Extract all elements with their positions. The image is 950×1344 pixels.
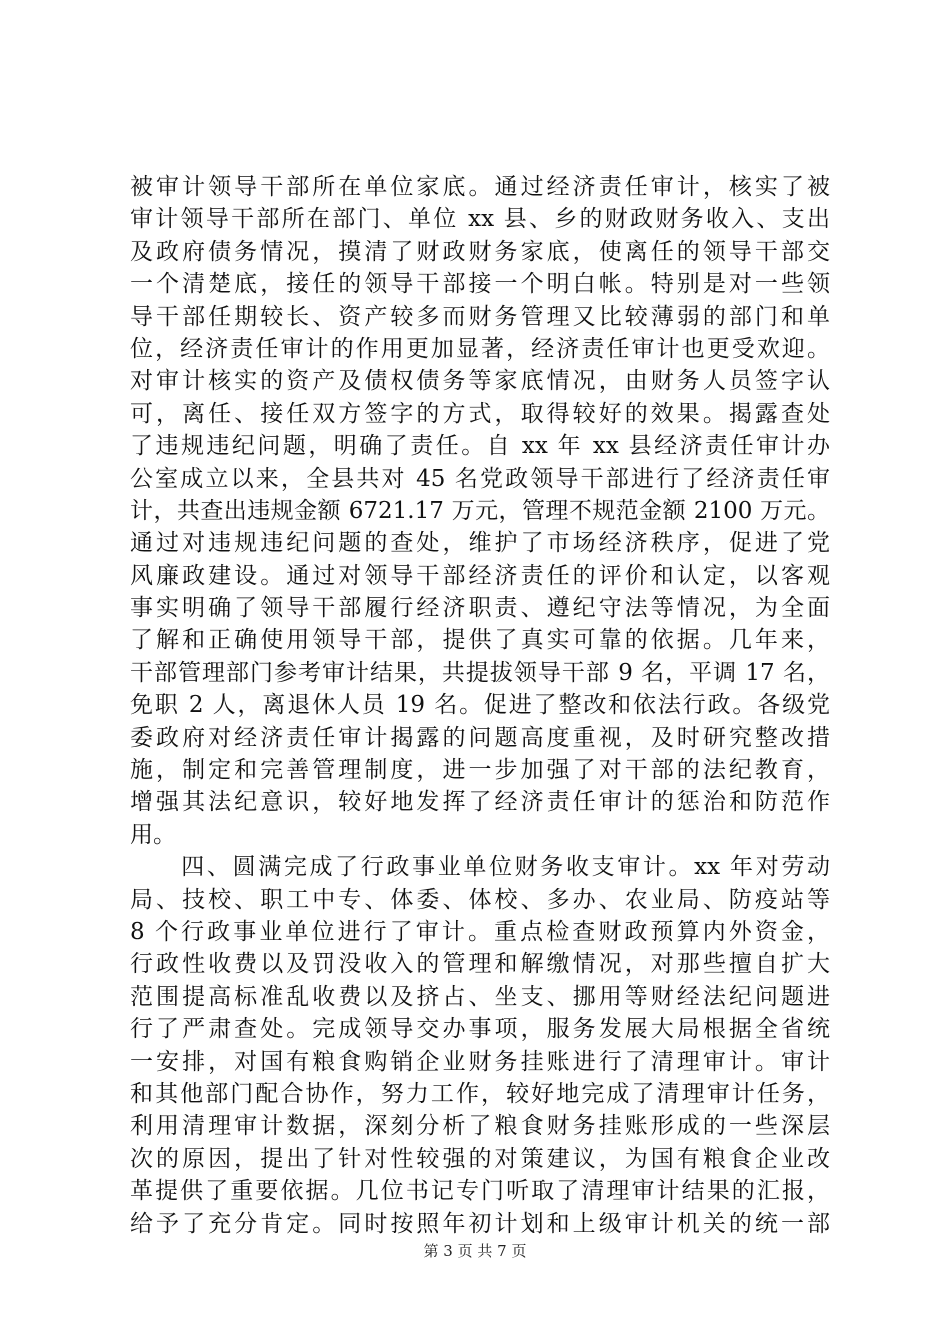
text-line: 事实明确了领导干部履行经济职责、遵纪守法等情况，为全面 (130, 595, 830, 622)
text-line: 风廉政建设。通过对领导干部经济责任的评价和认定，以客观 (130, 562, 830, 589)
text-line: 革提供了重要依据。几位书记专门听取了清理审计结果的汇报， (130, 1178, 830, 1205)
text-line: 一安排，对国有粮食购销企业财务挂账进行了清理审计。审计 (130, 1048, 830, 1075)
text-line: 局、技校、职工中专、体委、体校、多办、农业局、防疫站等 (130, 886, 830, 913)
text-line: 干部管理部门参考审计结果，共提拔领导干部 9 名，平调 17 名， (130, 659, 830, 686)
text-line: 免职 2 人，离退休人员 19 名。促进了整改和依法行政。各级党 (130, 692, 830, 719)
text-line: 范围提高标准乱收费以及挤占、坐支、挪用等财经法纪问题进 (130, 983, 830, 1010)
text-line: 可，离任、接任双方签字的方式，取得较好的效果。揭露查处 (130, 400, 830, 427)
text-line: 四、圆满完成了行政事业单位财务收支审计。xx 年对劳动 (130, 854, 830, 881)
text-line: 用。 (130, 821, 176, 848)
text-line: 了违规违纪问题，明确了责任。自 xx 年 xx 县经济责任审计办 (130, 433, 830, 460)
text-line: 利用清理审计数据，深刻分析了粮食财务挂账形成的一些深层 (130, 1113, 830, 1140)
text-line: 审计领导干部所在部门、单位 xx 县、乡的财政财务收入、支出 (130, 206, 830, 233)
text-line: 增强其法纪意识，较好地发挥了经济责任审计的惩治和防范作 (130, 789, 830, 816)
text-line: 行政性收费以及罚没收入的管理和解缴情况，对那些擅自扩大 (130, 951, 830, 978)
text-line: 导干部任期较长、资产较多而财务管理又比较薄弱的部门和单 (130, 303, 830, 330)
text-line: 8 个行政事业单位进行了审计。重点检查财政预算内外资金， (130, 918, 830, 945)
text-line: 给予了充分肯定。同时按照年初计划和上级审计机关的统一部 (130, 1210, 830, 1237)
text-line: 对审计核实的资产及债权债务等家底情况，由财务人员签字认 (130, 368, 830, 395)
page-number-footer: 第 3 页 共 7 页 (423, 1242, 527, 1260)
text-line: 公室成立以来，全县共对 45 名党政领导干部进行了经济责任审 (130, 465, 830, 492)
text-line: 委政府对经济责任审计揭露的问题高度重视，及时研究整改措 (130, 724, 830, 751)
text-line: 计，共查出违规金额 6721.17 万元，管理不规范金额 2100 万元。 (130, 497, 830, 524)
text-line: 被审计领导干部所在单位家底。通过经济责任审计，核实了被 (130, 174, 830, 200)
body-text (130, 171, 830, 1240)
text-line: 位，经济责任审计的作用更加显著，经济责任审计也更受欢迎。 (130, 335, 830, 362)
text-line: 次的原因，提出了针对性较强的对策建议，为国有粮食企业改 (130, 1145, 830, 1172)
text-line: 通过对违规违纪问题的查处，维护了市场经济秩序，促进了党 (130, 530, 830, 557)
text-line: 施，制定和完善管理制度，进一步加强了对干部的法纪教育， (130, 757, 830, 784)
text-line: 和其他部门配合协作，努力工作，较好地完成了清理审计任务， (130, 1080, 830, 1107)
text-line: 行了严肃查处。完成领导交办事项，服务发展大局根据全省统 (130, 1016, 830, 1043)
text-line: 一个清楚底，接任的领导干部接一个明白帐。特别是对一些领 (130, 271, 830, 298)
text-line: 及政府债务情况，摸清了财政财务家底，使离任的领导干部交 (130, 238, 830, 265)
text-line: 了解和正确使用领导干部，提供了真实可靠的依据。几年来， (130, 627, 830, 654)
